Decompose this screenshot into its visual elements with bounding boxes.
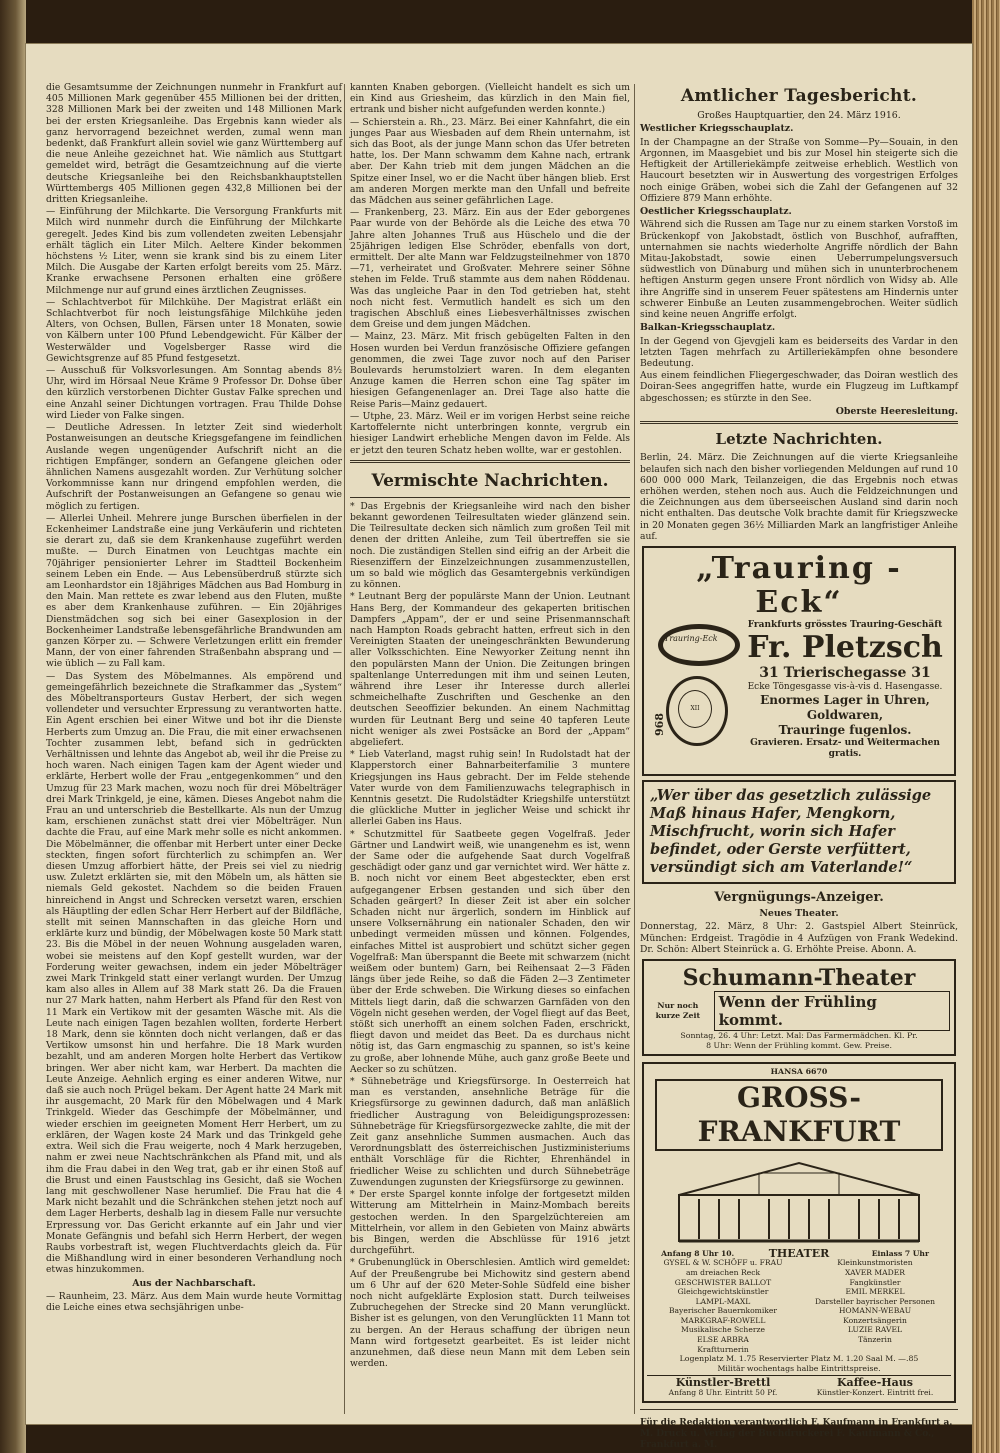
newspaper-page — [26, 44, 972, 1450]
heading-ost: Oestlicher Kriegsschauplatz. — [640, 206, 792, 218]
ad-trauring-title: „Trauring - Eck“ — [696, 550, 902, 620]
gf-kuenstler: Künstler-Brettl — [675, 1376, 771, 1390]
ad-trauring-eck — [642, 546, 956, 776]
ad-trauring-line2: Trauringe fugenlos. — [778, 722, 912, 737]
gf-act: am dreiachen Reck — [685, 1267, 761, 1277]
ad-trauring-name: Fr. Pletzsch — [747, 629, 943, 665]
article-adressen: — Deutliche Adressen. In letzter Zeit sind wiederholt Postanweisungen an deutsche Kriegsgefangene im feindlichen Auslande wegen ungenügender Aufschrift nicht an die richtigen Empfänger, sondern an Gefangene gleichen oder ähnlichen Namens ausgezahlt worden. Zur Verhütung solcher Vorkommnisse kann nur dringend empfohlen werden, die Aufschrift der Postanweisungen an Gefangene so genau wie möglich zu fertigen. — [46, 422, 342, 512]
gf-kuenstler-small: Anfang 8 Uhr. Eintritt 50 Pf. — [668, 1388, 778, 1398]
gf-act: XAVER MADER — [844, 1267, 905, 1277]
page-edges — [972, 0, 1000, 1453]
verm-suehne: * Sühnebeträge und Kriegsfürsorge. In Oesterreich hat man es verstanden, ansehnliche Beträge für die Kriegsfürsorge zu gewinnen dadurch, daß man anläßlich friedlicher Austragung von Beleidigungsprozessen: Sühnebeträge für Kriegsfürsorgezwecke zahlte, die mit der Zeit ganz ansehnliche Summen ausmachen. Auch das Verordnungsblatt des österreichischen Justizministeriums enthält Vorschläge für die Richter, Ehrenhändel in friedlicher Weise zu schlichten und durch Sühnebeträge Zuwendungen zugunsten der Kriegsfürsorge zu gewinnen. — [350, 1076, 630, 1188]
gf-act: Gleichgewichtskünstler — [677, 1287, 769, 1297]
article-utphe: — Utphe, 23. März. Weil er im vorigen Herbst seine reiche Kartoffelernte nicht unterbringen konnte, vergrub ein hiesiger Landwirt erhebliche Mengen davon im Felde. Als er jetzt den teuren Schatz heben wollte, war er gestohlen. — [350, 410, 630, 456]
gf-program — [647, 1258, 951, 1354]
gf-act: MARKGRAF-ROWELL — [680, 1315, 766, 1325]
gf-act: LAMPL-MAXL — [695, 1296, 751, 1306]
ad-hafer-text: „Wer über das gesetzlich zulässige Maß hinaus Hafer, Mengkorn, Mischfrucht, worin sich Hafer befindet, oder Gerste verfüttert, versündigt sich am Vaterlande!“ — [650, 786, 932, 876]
gf-kaffee: Kaffee-Haus — [837, 1376, 913, 1390]
imprint: Für die Redaktion verantwortlich F. Kaufmann in Frankfurt a. M. Druck u. Verlag der Buchdruckerei F. Kaufmann & Co., Frankfurt a. M. — [640, 1417, 953, 1450]
ad-trauring-sub: Frankfurts grösstes Trauring-Geschäft — [747, 619, 943, 630]
gf-einlass: Einlass 7 Uhr — [871, 1248, 929, 1258]
book-spine — [0, 0, 26, 1453]
column-2 — [350, 82, 630, 1428]
gf-title: GROSS-FRANKFURT — [655, 1079, 943, 1151]
article-moebelmann: — Das System des Möbelmannes. Als empörend und gemeingefährlich bezeichnete die Strafkammer das „System“ des Möbeltransporteurs Gustav Herbert, der sich wegen vollendeter und versuchter Erpressung zu verantworten hatte. Ein Agent erschien bei einer Witwe und bot ihr die Dienste Herberts zum Umzug an. Die Frau, die mit einer erwachsenen Tochter zusammen lebt, befand sich in gedrückten Verhältnissen und lehnte das Angebot ab, weil ihr die Preise zu hoch waren. Nach einigen Tagen kam der Agent wieder und erklärte, Herbert wolle der Frau „entgegenkommen“ und den Umzug für 23 Mark machen, wozu noch für drei Möbelträger drei Mark Trinkgeld, je eine, kämen. Dieses Angebot nahm die Frau an und unterschrieb die Bestellkarte. Als nun der Umzug kam, erschienen zunächst statt drei vier Möbelträger. Nun dachte die Frau, auf eine Mark mehr solle es nicht ankommen. Die Möbelmänner, die offenbar mit Herbert unter einer Decke steckten, fingen sofort fürchterlich zu schimpfen an. Wer diesen Umzug afforbiert hätte, der Preis sei viel zu niedrig usw. Zuletzt erklärten sie, mit den Möbeln um, als hätten sie niemals Geld gekostet. Nachdem so die beiden Frauen hinreichend in Angst und Schrecken versetzt waren, erschien als Häuptling der edlen Schar Herr Herbert auf der Bildfläche, stellt mit seinen Mannschaften in das gleiche Horn und erklärte kurz und bündig, der Möbelwagen koste 50 Mark statt 23. Bis die Möbel in der neuen Wohnung ausgeladen waren, wobei sie meistens auf den Kopf gestellt wurden, war der Forderung weiter gewachsen, indem ein jeder Möbelträger zwei Mark Trinkgeld statt einer verlangt wurden. Der Umzug kam also alles in Allem auf 38 Mark statt 26. Da die Frauen nur 27 Mark hatten, nahm Herbert als Pfand für den Rest von 11 Mark ein Vertikow mit der gesamten Wäsche mit. Als die Leute nach einigen Tagen bezahlen wollten, forderte Herbert 18 Mark, denn sie könnten doch nicht verlangen, daß er das Vertikow umsonst hin und herfahre. Die 18 Mark wurden bezahlt, und am anderen Morgen holte Herbert das Vertikow bringen. Wer aber nicht kam, war Herbert. Da machten die Leute Anzeige. Aehnlich erging es einer anderen Witwe, nur daß sie auch noch Prügel bekam. Der Agent hatte 24 Mark mit ihr ausgemacht, 20 Mark für den Möbelwagen und 4 Mark Trinkgeld. Wieder das Geschimpfe der Möbelmänner, und wieder erschien im geeigneten Moment Herr Herbert, um zu erklären, der Wagen koste 24 Mark und das Trinkgeld gehe extra. Weil sich die Frau weigerte, noch 4 Mark herzugeben, nahm er zwei neue Nachtschränkchen als Pfand mit, und als ihm die Frau dabei in den Weg trat, gab er ihr einen Stoß auf die Brust und einen Faustschlag ins Gesicht, daß sie Wochen lang mit geschwollener Nase herumlief. Die Frau hat die 4 Mark nicht bezahlt und die Schränkchen stehen jetzt noch auf dem Lager Herberts, deshalb lag in diesem Falle nur versuchte Erpressung vor. Das Gericht erkannte auf ein Jahr und vier Monate Gefängnis und befahl sich Herrn Herbert, der wegen Raubs vorbestraft ist, wegen Fluchtverdachts gleich da. Für die Mißhandlung wird in einer besonderen Verhandlung noch etwas hinzukommen. — [46, 670, 342, 1276]
column-rule — [344, 84, 345, 1414]
gf-act: LUZIE RAVEL — [847, 1325, 903, 1335]
gf-act: Kraftturnerin — [697, 1344, 749, 1354]
ad-schumann-theater — [642, 959, 956, 1056]
section-nachbarschaft: Aus der Nachbarschaft. — [132, 1277, 256, 1289]
report-west: In der Champagne an der Straße von Somme—Py—Souain, in den Argonnen, im Maasgebiet und bis zur Mosel hin steigerte sich die Heftigkeit der Artilleriekämpfe zeitweise erheblich. Westlich von Haucourt besetzten wir in Auswertung des vorgestrigen Erfolges noch einige Gräben, wobei sich die Zahl der Gefangenen auf 32 Offiziere 879 Mann erhöhte. — [640, 136, 958, 204]
ad-trauring-addr: 31 Trierischegasse 31 — [759, 664, 931, 681]
neues-theater-title: Neues Theater. — [759, 907, 839, 919]
gf-logen: Logenplatz M. 1.75 Reservierter Platz M. 1.20 Saal M. —.85 — [679, 1354, 919, 1364]
gf-act: Fangkünstler — [849, 1277, 901, 1287]
verm-saatbeete: * Schutzmittel für Saatbeete gegen Vogelfraß. Jeder Gärtner und Landwirt weiß, wie unangenehm es ist, wenn der Same oder die aufgehende Saat durch Vogelfraß geschädigt oder ganz und gar vernichtet wird. Wer hätte z. B. noch nicht vor einem Beet abgesteckter, eben erst aufgegangener Erbsen gestanden und sich über den Schaden geärgert? In dieser Zeit ist aber ein solcher Schaden nicht nur ärgerlich, sondern im Hinblick auf unsere Volksernährung ein nationaler Schaden, den wir unbedingt vermeiden müssen und können. Folgendes, einfaches Mittel ist ausprobiert und schützt sicher gegen Vogelfraß: Man überspannt die Beete mit schwarzem (nicht weißem oder buntem) Garn, bei Reihensaat 2—3 Fäden längs über jede Reihe, so daß die Fäden 2—3 Zentimeter über der Erde schweben. Die Wirkung dieses so einfachen Mittels liegt darin, daß die schwarzen Garnfäden von den Vögeln nicht gesehen werden, der Vogel fliegt auf das Beet, stößt sich unerhofft an einem solchen Faden, erschrickt, fliegt davon und meidet das Beet. Da es durchaus nicht nötig ist, das Garn engmaschig zu spannen, so ist's keine zu große, aber lohnende Mühe, auch ganz große Beete und Aecker so zu schützen. — [350, 828, 630, 1075]
gf-act: Bayerischer Bauernkomiker — [668, 1306, 778, 1316]
gf-theater: THEATER — [768, 1246, 830, 1260]
schumann-abends: 8 Uhr: Wenn der Frühling kommt. Gew. Preise. — [706, 1040, 892, 1050]
ad-gross-frankfurt — [642, 1062, 956, 1403]
article-mainz: — Mainz, 23. März. Mit frisch gebügelten Falten in den Hosen wurden bei Verdun französische Offiziere gefangen genommen, die zwei Tage zuvor noch auf den Pariser Boulevards herumstolziert waren. In dem eleganten Anzuge kamen die Herren schon eine Tag später im hiesigen Gefangenenlager an. Drei Tage also hatte die Reise Paris—Mainz gedauert. — [350, 331, 630, 410]
gf-program-left — [647, 1258, 799, 1354]
report-balkan-1: In der Gegend von Gjevgjeli kam es beiderseits des Vardar in den letzten Tagen mehrfach zu Artilleriekämpfen ohne besondere Bedeutung. — [640, 335, 958, 370]
ad-trauring-illustration — [648, 620, 740, 770]
gf-program-right — [799, 1258, 951, 1354]
article-milchkarte: — Einführung der Milchkarte. Die Versorgung Frankfurts mit Milch wird nunmehr durch die Einführung der Milchkarte geregelt. Jedes Kind bis zum vollendeten zweiten Lebensjahr erhält täglich ein Liter Milch. Aeltere Kinder bekommen höchstens ½ Liter, wenn sie krank sind bis zu einem Liter Milch. Die Ausgabe der Karten erfolgt bereits vom 25. März. Kranke erwachsene Personen erhalten eine größere Milchmenge nur auf grund eines ärztlichen Zeugnisses. — [46, 206, 342, 296]
ad-trauring-line3: Gravieren. Ersatz- und Weitermachen gratis. — [750, 737, 940, 759]
verm-spargel: * Der erste Spargel konnte infolge der fortgesetzt milden Witterung am Mittelrhein in Mainz-Mombach bereits gestochen werden. In den Spargelzüchtereien am Mittelrhein, vor allem in den Gebieten von Mainz abwärts bis Bingen, werden die Abschlüsse für 1916 jetzt durchgeführt. — [350, 1189, 630, 1257]
heading-vermischte: Vermischte Nachrichten. — [371, 470, 609, 491]
heading-west: Westlicher Kriegsschauplatz. — [640, 123, 794, 135]
signature: Oberste Heeresleitung. — [835, 405, 958, 417]
article-raunheim: — Raunheim, 23. März. Aus dem Main wurde heute Vormittag die Leiche eines etwa sechsjährigen unbe- — [46, 1290, 342, 1314]
letzte-berlin: Berlin, 24. März. Die Zeichnungen auf die vierte Kriegsanleihe belaufen sich nach den bisher vorliegenden Meldungen auf rund 10 600 000 000 Mark, Teilanzeigen, die das Ergebnis noch etwas erhöhen werden, stehen noch aus. Auch die Feldzeichnungen und die Zeichnungen aus dem überseeischen Ausland sind darin noch nicht enthalten. Das deutsche Volk brachte damit für Kriegszwecke in 20 Monaten gegen 36½ Milliarden Mark an langfristiger Anleihe auf. — [640, 452, 958, 542]
gf-act: Konzertsängerin — [843, 1315, 907, 1325]
divider — [350, 460, 630, 463]
gf-bottom — [647, 1375, 951, 1397]
gf-hansa: HANSA 6670 — [770, 1067, 828, 1077]
heading-letzte: Letzte Nachrichten. — [715, 430, 883, 449]
heading-balkan: Balkan-Kriegsschauplatz. — [640, 322, 776, 334]
column-rule — [634, 84, 635, 1414]
schumann-title: Schumann-Theater — [682, 964, 916, 991]
ad-number: 968 — [652, 712, 666, 736]
divider — [350, 497, 630, 498]
article-knabe: kannten Knaben geborgen. (Vielleicht handelt es sich um ein Kind aus Griesheim, das kürzlich in den Main fiel, ertrank und bisher nicht aufgefunden werden konnte.) — [350, 82, 630, 116]
article-kriegsanleihe: die Gesamtsumme der Zeichnungen nunmehr in Frankfurt auf 405 Millionen Mark gegenüber 455 Millionen bei der dritten, 328 Millionen Mark bei der zweiten und 148 Millionen Mark bei der ersten Kriegsanleihe. Das Ergebnis kann wieder als ganz hervorragend bezeichnet werden, zumal wenn man bedenkt, daß Frankfurt allein soviel wie ganz Württemberg auf die neue Anleihe gezeichnet hat. Wie nämlich aus Stuttgart gemeldet wird, beträgt die Gesamtzeichnung auf die vierte deutsche Kriegsanleihe bei den Reichsbankhauptstellen Württembergs 405 Millionen gegen 432,8 Millionen bei der dritten Kriegsanleihe. — [46, 82, 342, 206]
neues-theater-text: Donnerstag, 22. März, 8 Uhr: 2. Gastspiel Albert Steinrück, München: Erdgeist. Tragödie in 4 Aufzügen von Frank Wedekind. Dr. Schön: Albert Steinrück a. G. Erhöhte Preise. Abonn. A. — [640, 921, 958, 955]
ad-trauring-line1: Enormes Lager in Uhren, Goldwaren, — [760, 692, 930, 722]
ring-label: Trauring-Eck — [664, 633, 718, 643]
dateline: Großes Hauptquartier, den 24. März 1916. — [697, 110, 901, 121]
schumann-nur: Nur noch kurze Zeit — [655, 1001, 701, 1020]
article-frankenberg: — Frankenberg, 23. März. Ein aus der Eder geborgenes Paar wurde von der Behörde als die Leiche des etwa 70 Jahre alten Johannes Truß aus Hüschelo und die der 25jährigen ledigen Else Schröder, ebenfalls von dort, ermittelt. Der alte Mann war Feldzugsteilnehmer von 1870—71, verheiratet und Großvater. Mehrere seiner Söhne stehen im Felde. Truß stammte aus dem nahen Röddenau. Was das ungleiche Paar in den Tod getrieben hat, steht noch nicht fest. Vermutlich handelt es sich um den tragischen Abschluß eines Liebesverhältnisses zwischen dem Greise und dem jungen Mädchen. — [350, 207, 630, 331]
verm-vaterland: * Lieb Vaterland, magst ruhig sein! In Rudolstadt hat der Klapperstorch einer Bahnarbeiterfamilie 3 muntere Kriegsjungen ins Haus gebracht. Der im Felde stehende Vater wurde von dem Familienzuwachs telegraphisch in Kenntnis gesetzt. Die Rudolstädter Kriegshilfe unterstützt die glückliche Mutter in jeglicher Weise und schickt ihr allerlei Gaben ins Haus. — [350, 749, 630, 828]
ad-trauring-corner: Ecke Töngesgasse vis-à-vis d. Hasengasse. — [747, 681, 943, 692]
verm-grube: * Grubenunglück in Oberschlesien. Amtlich wird gemeldet: Auf der Preußengrube bei Michowitz sind gestern abend um 6 Uhr auf der 620 Meter-Sohle Südfeld eine bisher noch nicht aufgeklärte Explosion statt. Durch teilweises Zubruchegehen der Strecke sind 20 Mann verunglückt. Bisher ist es gelungen, von den Verunglückten 11 Mann tot zu bergen. An der Heraus schaffung der übrigen neun Mann wird fortgesetzt gearbeitet. Es ist leider nicht anzunehmen, daß diese neun Mann mit dem Leben sein werden. — [350, 1257, 630, 1370]
gf-header-row — [647, 1246, 951, 1260]
gf-act: Kleinkunstmoristen — [837, 1258, 913, 1268]
verm-ergebnis: * Das Ergebnis der Kriegsanleihe wird nach den bisher bekannt gewordenen Teilresultaten wieder glänzend sein. Die Teilresultate decken sich nämlich zum großen Teil mit denen der dritten Anleihe, zum Teil übertreffen sie sie noch. Die zuständigen Stellen sind eifrig an der Arbeit die Riesenziffern der Einzelzeichnungen zusammenzustellen, um so bald wie möglich das Gesamtergebnis verkündigen zu können. — [350, 500, 630, 591]
divider — [640, 1409, 958, 1410]
gf-act: GESCHWISTER BALLOT — [674, 1277, 772, 1287]
report-balkan-2: Aus einem feindlichen Fliegergeschwader, das Doiran westlich des Doiran-Sees angegriffen hatte, wurde ein Flugzeug im Luftkampf abgeschossen; es stürzte in den See. — [640, 370, 958, 404]
gf-act: Musikalische Scherze — [681, 1325, 765, 1335]
gf-anfang: Anfang 8 Uhr 10. — [661, 1248, 735, 1258]
ad-hafer — [642, 780, 956, 884]
gf-militar: Militär wochentags halbe Eintrittspreise. — [717, 1363, 881, 1373]
gf-act: Tänzerin — [858, 1335, 892, 1345]
article-schlachtverbot: — Schlachtverbot für Milchkühe. Der Magistrat erläßt ein Schlachtverbot für noch leistungsfähige Milchkühe jeden Alters, von Ochsen, Bullen, Färsen unter 18 Monaten, sowie von Kälbern unter 100 Pfund Lebendgewicht. Für Kälber der Westerwälder und Vogelsberger Rasse wird die Gewichtsgrenze auf 85 Pfund festgesetzt. — [46, 296, 342, 364]
theater-building-icon — [657, 1155, 941, 1245]
column-1 — [46, 82, 342, 1428]
gf-act: EMIL MERKEL — [845, 1287, 905, 1297]
gf-act: Darsteller bayrischer Personen — [814, 1296, 936, 1306]
schumann-play: Wenn der Frühling kommt. — [714, 991, 950, 1031]
watch-face-icon: XII — [678, 690, 712, 728]
verm-berg: * Leutnant Berg der populärste Mann der Union. Leutnant Hans Berg, der Kommandeur des gekaperten britischen Dampfers „Appam“, der er und seine Prisenmannschaft nach Hampton Roads gebracht hatten, erfreut sich in den Vereinigten Staaten der uneingeschränkten Bewunderung aller Volksschichten. Eine Newyorker Zeitung nennt ihn den populärsten Mann der Union. Die Zeitungen bringen spaltenlange Unterredungen mit ihm und seinen Leuten, während ihre Leser ihr Interesse durch allerlei schmeichelhafte Zuschriften und Geschenke an den deutschen Seeoffizier bekunden. An einem Nachmittag wurden für Leutnant Berg und seine 40 tapferen Leute nicht weniger als zwei Postsäcke an Bord der „Appam“ abgeliefert. — [350, 591, 630, 748]
ring-icon — [658, 624, 740, 666]
article-schierstein: — Schierstein a. Rh., 23. März. Bei einer Kahnfahrt, die ein junges Paar aus Wiesbaden auf dem Rhein unternahm, ist sich das Boot, als der junge Mann schon das Ufer betreten hatte, los. Der Mann schwamm dem Kahne nach, ertrank aber. Der Kahn trieb mit dem jungen Mädchen an die Spitze einer Insel, wo er die Nacht über hängen blieb. Erst am anderen Morgen merkte man den Unfall und befreite das Mädchen aus seiner gefährlichen Lage. — [350, 116, 630, 207]
gf-act: ELSE ARBRA — [697, 1335, 749, 1345]
divider — [640, 421, 958, 424]
gf-kaffee-block — [799, 1378, 951, 1397]
heading-vergnuegungs: Vergnügungs-Anzeiger. — [714, 889, 884, 905]
heading-amtlicher: Amtlicher Tagesbericht. — [680, 86, 918, 106]
article-unheil: — Allerlei Unheil. Mehrere junge Burschen überfielen in der Eckenheimer Landstraße eine jung Verkäuferin und richteten sie derart zu, daß sie dem Krankenhause zugeführt werden mußte. — Durch Einatmen von Leuchtgas machte ein 70jähriger pensionierter Lehrer im Stadtteil Bockenheim seinem Leben ein Ende. — Aus Lebensüberdruß stürzte sich am Leonhardstor ein 18jähriges Mädchen aus Bad Homburg in den Main. Man rettete es zwar lebend aus den Fluten, mußte es aber dem Krankenhause zuführen. — Ein 20jähriges Dienstmädchen sog sich bei einer Gasexplosion in der Bockenheimer Landstraße lebensgefährliche Brandwunden am ganzen Körper zu. — Schwere Verletzungen erlitt ein fremder Mann, der von einer fahrenden Straßenbahn absprang und — wie üblich — zu Fall kam. — [46, 512, 342, 670]
gf-kaffee-small: Künstler-Konzert. Eintritt frei. — [816, 1388, 934, 1398]
gf-act: HOMANN-WEBAU — [838, 1306, 912, 1316]
column-3 — [640, 82, 958, 1450]
schumann-current — [648, 991, 950, 1031]
ad-trauring-body — [648, 620, 950, 770]
gf-kuenstler-block — [647, 1378, 799, 1397]
ad-trauring-text — [740, 620, 950, 760]
report-ost: Während sich die Russen am Tage nur zu einem starken Vorstoß im Brückenkopf von Jakobstadt, östlich von Buschhof, aufrafften, unternahmen sie nachts wiederholte Angriffe nördlich der Bahn Mitau-Jakobstadt, sowie einen Ueberrumpelungsversuch südwestlich von Dünaburg und mühen sich in ununterbrochenem heftigen Ansturm gegen unsere Front nördlich von Widsy ab. Alle ihre Angriffe sind in unserem Feuer spätestens am Hindernis unter schwerer Einbuße an Leuten zusammengebrochen. Weiter südlich sind keine neuen Angriffe erfolgt. — [640, 219, 958, 321]
article-volksvorlesungen: — Ausschuß für Volksvorlesungen. Am Sonntag abends 8½ Uhr, wird im Hörsaal Neue Kräme 9 Professor Dr. Dohse über den kürzlich verstorbenen Dichter Gustav Falke sprechen und eine Anzahl seiner Dichtungen vortragen. Frau Thilde Dohse wird Lieder von Falke singen. — [46, 365, 342, 421]
gf-act: GYSEL & W. SCHÖFF u. FRAU — [663, 1258, 783, 1268]
schumann-sonntag: Sonntag, 26. 4 Uhr: Letzt. Mal: Das Farmermädchen. Kl. Pr. — [680, 1030, 918, 1040]
theater-building-drawing — [657, 1155, 941, 1245]
